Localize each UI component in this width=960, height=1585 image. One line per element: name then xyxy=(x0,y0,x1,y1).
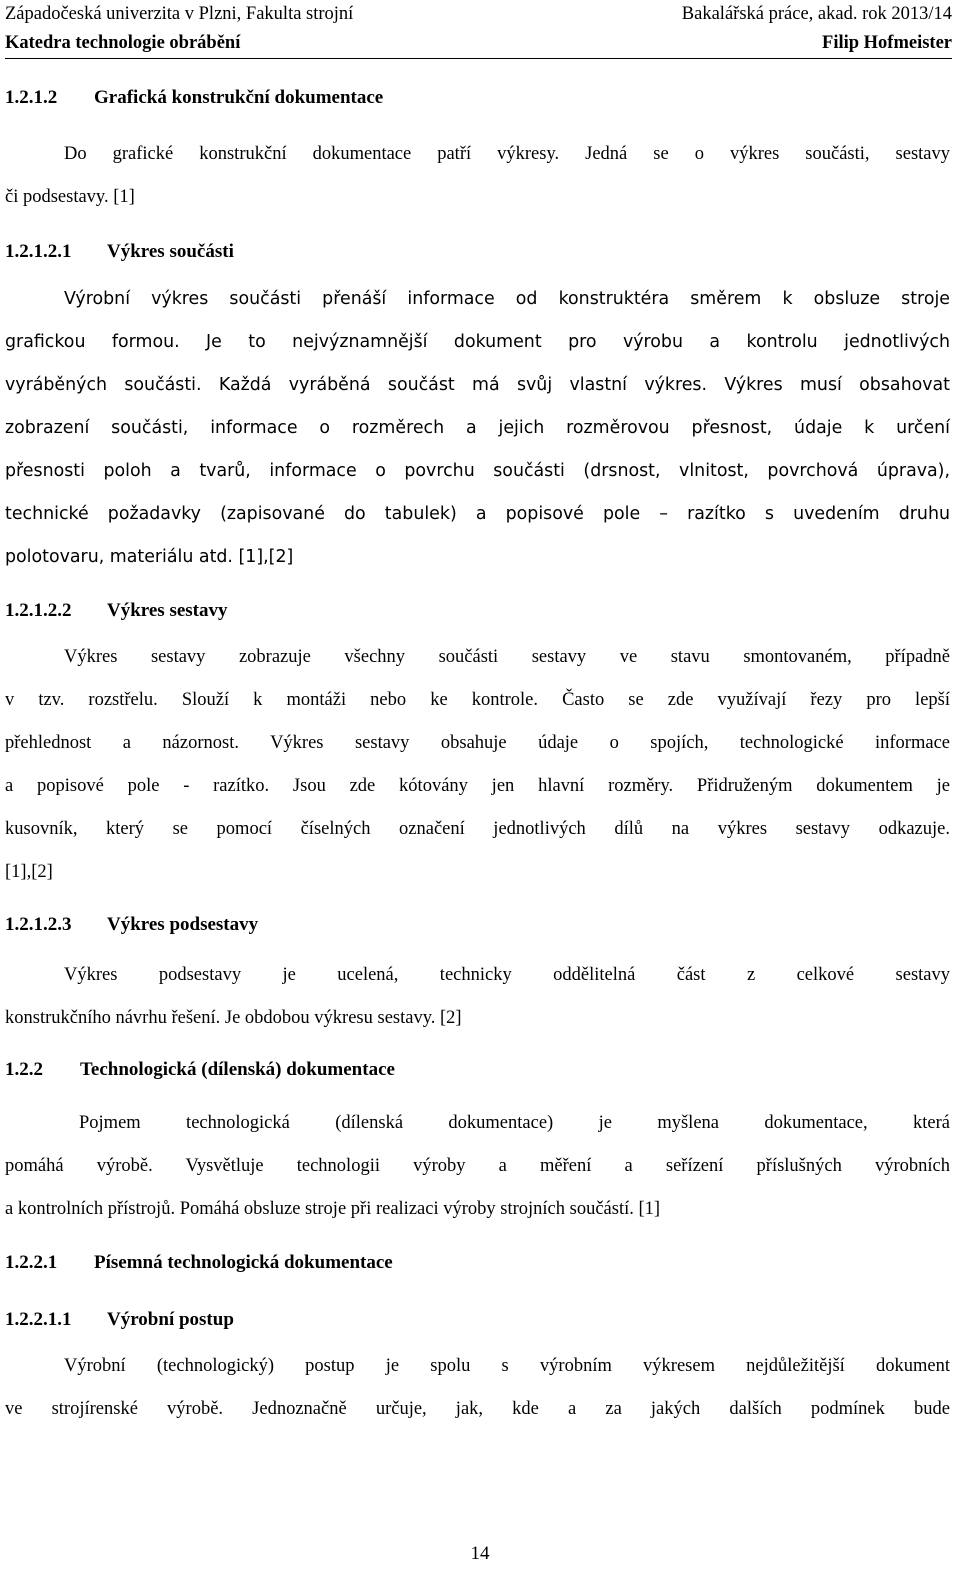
department: Katedra technologie obrábění xyxy=(5,33,241,53)
page-header xyxy=(5,0,952,58)
thesis-info: Bakalářská práce, akad. rok 2013/14 xyxy=(681,4,952,24)
section-heading: 1.2.2 Technologická (dílenská) dokumentace xyxy=(5,1059,395,1080)
university-faculty: Západočeská univerzita v Plzni, Fakulta strojní xyxy=(5,4,354,24)
section-paragraph: Výkres podsestavy je ucelená, technicky oddělitelná část z celkové sestavy konstrukčního návrhu řešení. Je obdobou výkresu sestavy. [2] xyxy=(5,965,950,1028)
author: Filip Hofmeister xyxy=(822,33,952,53)
section-heading: 1.2.1.2.3 Výkres podsestavy xyxy=(5,914,259,935)
section-paragraph: Výrobní výkres součásti přenáší informace od konstruktéra směrem k obsluze stroje grafickou formou. Je to nejvýznamnější dokument pro výrobu a kontrolu jednotlivých vyráběných součásti. Každá vyráběná součást má svůj vlastní výkres. Výkres musí obsahovat zobrazení součásti, informace o rozměrech a jejich rozměrovou přesnost, údaje k určení přesnosti poloh a tvarů, informace o povrchu součásti (drsnost, vlnitost, povrchová úprava), technické požadavky (zapisované do tabulek) a popisové pole – razítko s uvedením druhu polotovaru, materiálu atd. [1],[2] xyxy=(5,289,950,567)
section-paragraph: Výrobní (technologický) postup je spolu s výrobním výkresem nejdůležitější dokument ve strojírenské výrobě. Jednoznačně určuje, jak, kde a za jakých dalších podmínek bude xyxy=(5,1356,950,1419)
page-body xyxy=(5,80,950,1431)
section-paragraph: Výkres sestavy zobrazuje všechny součásti sestavy ve stavu smontovaném, případně v tzv. rozstřelu. Slouží k montáži nebo ke kontrole. Často se zde využívají řezy pro lepší přehlednost a názornost. Výkres sestavy obsahuje údaje o spojích, technologické informace a popisové pole - razítko. Jsou zde kótovány jen hlavní rozměry. Přidruženým dokumentem je kusovník, který se pomocí číselných označení jednotlivých dílů na výkres sestavy odkazuje. [1],[2] xyxy=(5,647,950,882)
section-heading: 1.2.1.2.2 Výkres sestavy xyxy=(5,600,228,621)
section-heading: 1.2.2.1 Písemná technologická dokumentace xyxy=(5,1252,393,1273)
section-paragraph: Do grafické konstrukční dokumentace patří výkresy. Jedná se o výkres součásti, sestavy či podsestavy. [1] xyxy=(5,144,950,207)
section-heading: 1.2.2.1.1 Výrobní postup xyxy=(5,1309,234,1330)
section-heading: 1.2.1.2 Grafická konstrukční dokumentace xyxy=(5,87,384,108)
section-heading: 1.2.1.2.1 Výkres součásti xyxy=(5,241,234,262)
section-paragraph: Pojmem technologická (dílenská dokumentace) je myšlena dokumentace, která pomáhá výrobě. Vysvětluje technologii výroby a měření a seřízení příslušných výrobních a kontrolních přístrojů. Pomáhá obsluze stroje při realizaci výroby strojních součástí. [1] xyxy=(5,1113,950,1219)
page-number: 14 xyxy=(470,1543,490,1564)
header-rule xyxy=(5,58,952,59)
